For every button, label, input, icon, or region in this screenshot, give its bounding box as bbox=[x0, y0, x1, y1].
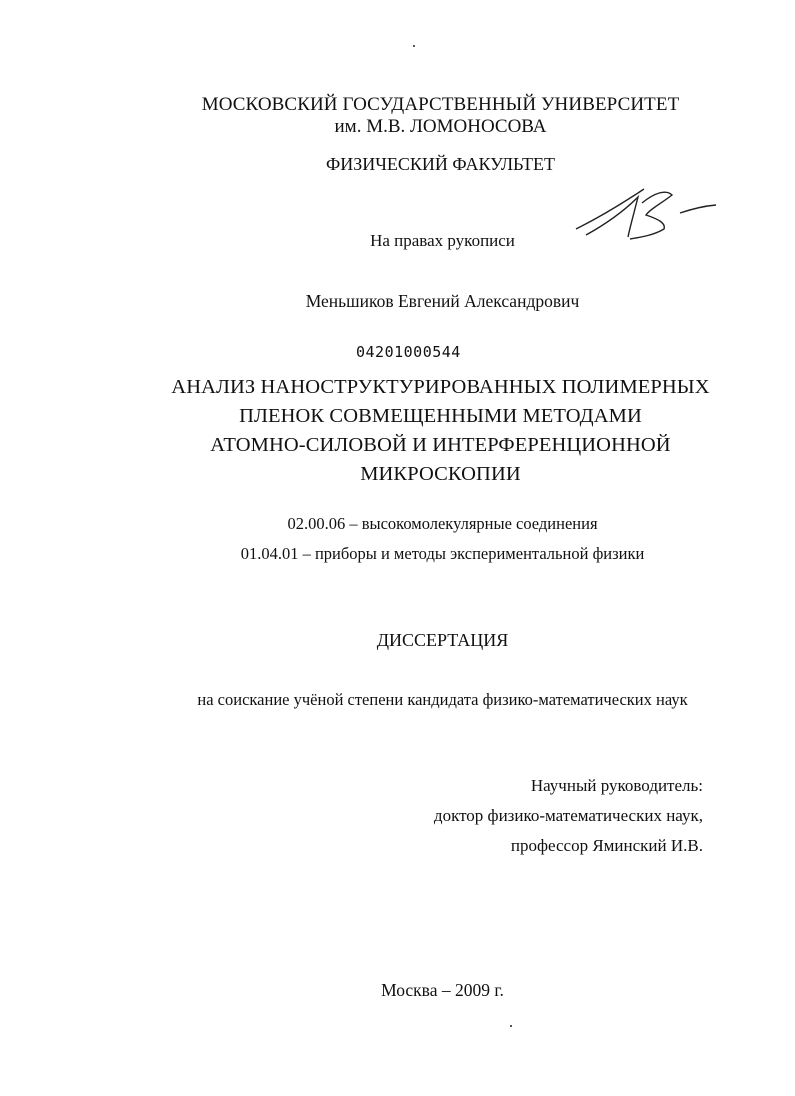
thesis-title-line: ПЛЕНОК СОВМЕЩЕННЫМИ МЕТОДАМИ bbox=[239, 405, 642, 427]
specialty-line: 01.04.01 – приборы и методы экспериментальной физики bbox=[240, 544, 645, 563]
scan-speck bbox=[413, 45, 415, 47]
registration-code: 04201000544 bbox=[356, 343, 461, 361]
supervisor-name: профессор Яминский И.В. bbox=[510, 836, 703, 855]
faculty-name: ФИЗИЧЕСКИЙ ФАКУЛЬТЕТ bbox=[325, 154, 556, 174]
degree-statement: на соискание учёной степени кандидата физико-математических наук bbox=[197, 690, 688, 709]
specialty-line: 02.00.06 – высокомолекулярные соединения bbox=[287, 514, 598, 533]
university-named-after: им. М.В. ЛОМОНОСОВА bbox=[334, 116, 547, 137]
supervisor-degree: доктор физико-математических наук, bbox=[433, 806, 703, 825]
supervisor-label: Научный руководитель: bbox=[530, 776, 703, 795]
place-and-year: Москва – 2009 г. bbox=[381, 980, 504, 1000]
document-type: ДИССЕРТАЦИЯ bbox=[376, 630, 509, 650]
author-name: Меньшиков Евгений Александрович bbox=[305, 291, 580, 311]
thesis-title-line: МИКРОСКОПИИ bbox=[360, 463, 521, 485]
thesis-title-line: АТОМНО-СИЛОВОЙ И ИНТЕРФЕРЕНЦИОННОЙ bbox=[210, 434, 671, 456]
scan-speck bbox=[510, 1025, 512, 1027]
thesis-title-line: АНАЛИЗ НАНОСТРУКТУРИРОВАННЫХ ПОЛИМЕРНЫХ bbox=[171, 376, 710, 398]
manuscript-note: На правах рукописи bbox=[370, 231, 515, 250]
university-name: МОСКОВСКИЙ ГОСУДАРСТВЕННЫЙ УНИВЕРСИТЕТ bbox=[201, 94, 680, 115]
